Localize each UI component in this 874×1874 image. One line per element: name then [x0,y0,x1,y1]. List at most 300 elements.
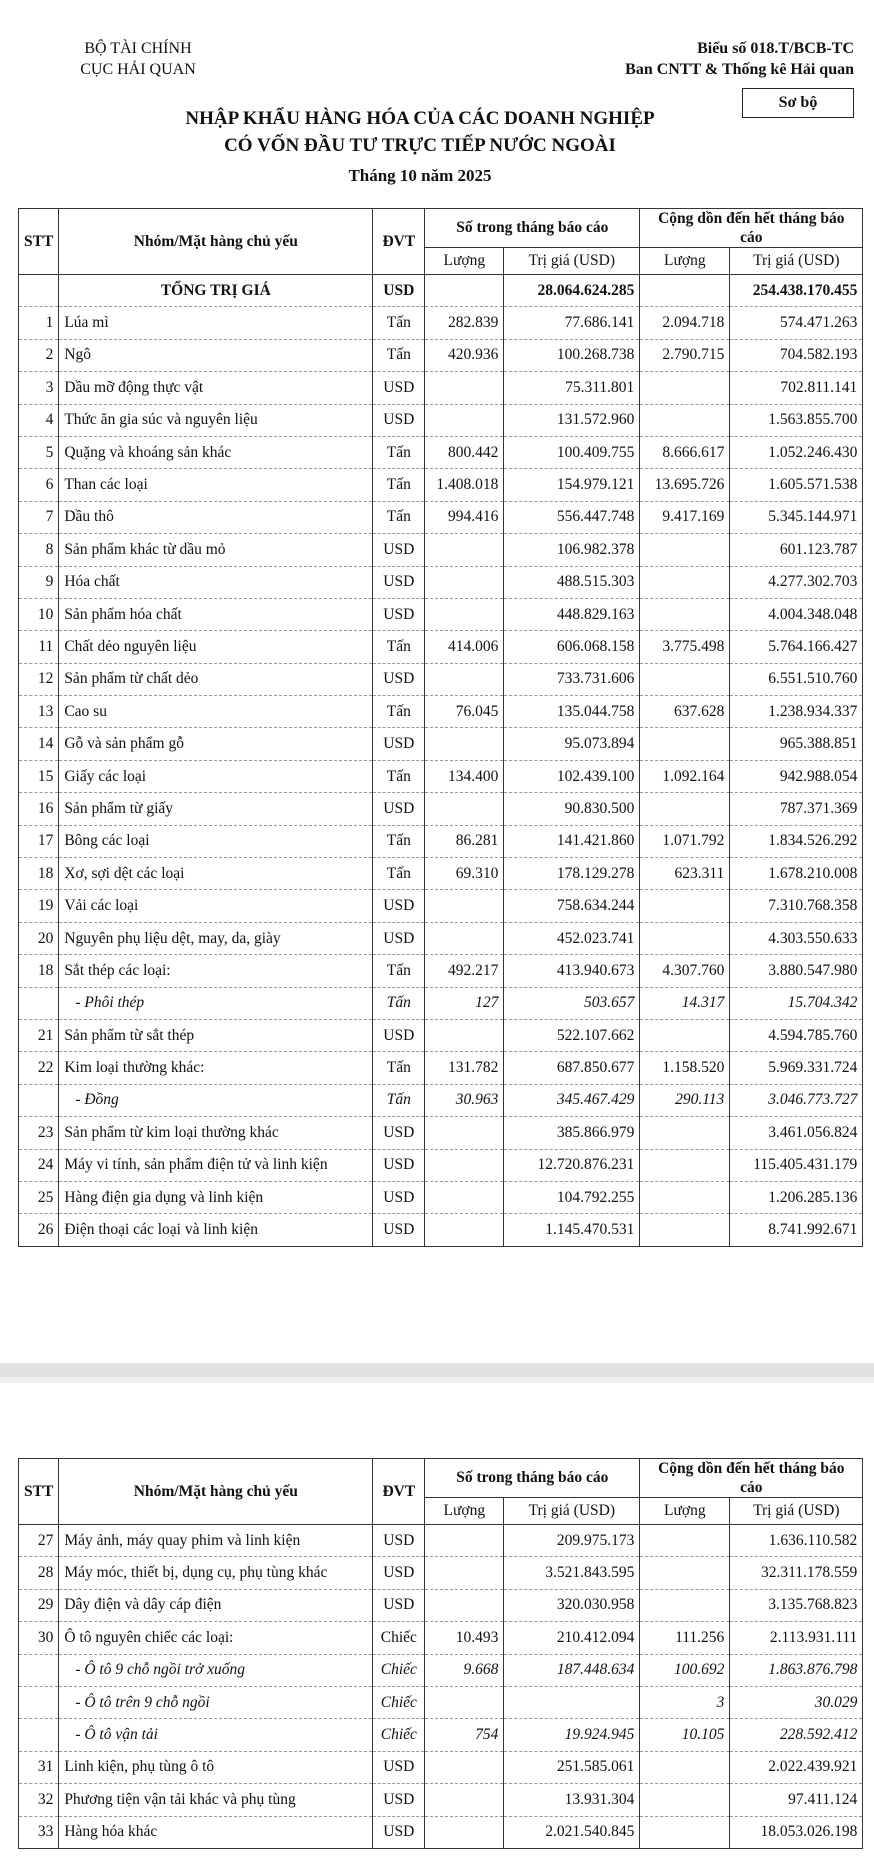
month-value-cell: 448.829.163 [504,598,640,630]
stt-cell: 18 [19,955,59,987]
month-qty-cell [425,922,504,954]
month-value-cell: 75.311.801 [504,372,640,404]
stt-cell: 7 [19,501,59,533]
stt-cell: 33 [19,1816,59,1848]
stt-cell: 27 [19,1525,59,1557]
cumulative-qty-cell [640,404,730,436]
cumulative-qty-cell: 13.695.726 [640,469,730,501]
month-value-cell: 522.107.662 [504,1019,640,1051]
month-value-cell: 413.940.673 [504,955,640,987]
item-name-cell: Xơ, sợi dệt các loại [59,858,373,890]
sub-item-row [19,1686,863,1718]
unit-cell: Tấn [373,307,425,339]
month-qty-cell: 282.839 [425,307,504,339]
sub-item-row [19,1084,863,1116]
month-value-cell: 210.412.094 [504,1622,640,1654]
unit-cell: USD [373,1589,425,1621]
table-row [19,1816,863,1848]
month-qty-cell [425,793,504,825]
unit-cell: Tấn [373,987,425,1019]
unit-cell: Tấn [373,696,425,728]
month-value-cell: 90.830.500 [504,793,640,825]
stt-cell: 19 [19,890,59,922]
stt-cell: 13 [19,696,59,728]
month-value-cell: 13.931.304 [504,1784,640,1816]
table-row [19,598,863,630]
cumulative-qty-cell: 9.417.169 [640,501,730,533]
month-qty-cell [425,598,504,630]
unit-cell: USD [373,598,425,630]
month-value-cell: 385.866.979 [504,1117,640,1149]
month-qty-cell [425,566,504,598]
stt-cell: 15 [19,760,59,792]
table-row [19,1557,863,1589]
cumulative-qty-cell: 14.317 [640,987,730,1019]
cumulative-value-cell: 3.461.056.824 [730,1117,863,1149]
month-value-cell: 2.021.540.845 [504,1816,640,1848]
cumulative-qty-cell: 3.775.498 [640,631,730,663]
cumulative-qty-cell: 4.307.760 [640,955,730,987]
item-name-cell: TỔNG TRỊ GIÁ [59,275,373,307]
stt-cell: 21 [19,1019,59,1051]
unit-cell: USD [373,275,425,307]
month-value-cell: 452.023.741 [504,922,640,954]
unit-cell: Tấn [373,501,425,533]
table-row [19,890,863,922]
month-qty-cell [425,1117,504,1149]
cumulative-qty-cell [640,1181,730,1213]
month-qty-cell: 1.408.018 [425,469,504,501]
stt-cell [19,1686,59,1718]
item-name-cell: - Đồng [59,1084,373,1116]
cumulative-value-cell: 1.636.110.582 [730,1525,863,1557]
stt-cell: 1 [19,307,59,339]
table-row [19,566,863,598]
stt-cell: 29 [19,1589,59,1621]
month-qty-cell [425,1214,504,1246]
item-name-cell: Linh kiện, phụ tùng ô tô [59,1751,373,1783]
cumulative-qty-cell [640,1525,730,1557]
table-row [19,534,863,566]
table-row [19,1751,863,1783]
unit-cell: USD [373,1117,425,1149]
stt-cell: 20 [19,922,59,954]
col-month-val-header: Trị giá (USD) [504,1498,640,1525]
unit-cell: Tấn [373,955,425,987]
unit-cell: Tấn [373,339,425,371]
cumulative-qty-cell: 637.628 [640,696,730,728]
month-qty-cell [425,663,504,695]
form-code: Biểu số 018.T/BCB-TC [697,40,854,57]
table2-body [19,1525,863,1849]
month-value-cell: 95.073.894 [504,728,640,760]
cumulative-value-cell: 7.310.768.358 [730,890,863,922]
report-title-line2: CÓ VỐN ĐẦU TƯ TRỰC TIẾP NƯỚC NGOÀI [224,135,616,156]
col-month-qty-header: Lượng [425,1498,504,1525]
item-name-cell: Gỗ và sản phẩm gỗ [59,728,373,760]
month-value-cell: 345.467.429 [504,1084,640,1116]
month-qty-cell [425,890,504,922]
cumulative-value-cell: 5.345.144.971 [730,501,863,533]
import-table-part2 [18,1458,863,1849]
month-value-cell: 154.979.121 [504,469,640,501]
table-row [19,1149,863,1181]
month-value-cell: 102.439.100 [504,760,640,792]
table-row [19,696,863,728]
month-qty-cell: 9.668 [425,1654,504,1686]
month-value-cell [504,1686,640,1718]
cumulative-qty-cell: 623.311 [640,858,730,890]
cumulative-value-cell: 30.029 [730,1686,863,1718]
stt-cell: 11 [19,631,59,663]
cumulative-value-cell: 1.563.855.700 [730,404,863,436]
stt-cell: 4 [19,404,59,436]
stt-cell: 25 [19,1181,59,1213]
month-value-cell: 320.030.958 [504,1589,640,1621]
item-name-cell: Than các loại [59,469,373,501]
col-month-group-header: Số trong tháng báo cáo [425,209,640,248]
month-value-cell: 3.521.843.595 [504,1557,640,1589]
stt-cell [19,275,59,307]
cumulative-value-cell: 115.405.431.179 [730,1149,863,1181]
unit-cell: Tấn [373,760,425,792]
item-name-cell: Phương tiện vận tải khác và phụ tùng [59,1784,373,1816]
month-qty-cell: 86.281 [425,825,504,857]
cumulative-qty-cell [640,890,730,922]
unit-cell: USD [373,1525,425,1557]
table1-body [19,275,863,1247]
stt-cell: 8 [19,534,59,566]
cumulative-qty-cell: 1.071.792 [640,825,730,857]
cumulative-qty-cell [640,663,730,695]
cumulative-qty-cell [640,1589,730,1621]
table-row [19,404,863,436]
status-box: Sơ bộ [742,88,854,118]
stt-cell: 23 [19,1117,59,1149]
month-value-cell: 503.657 [504,987,640,1019]
cumulative-qty-cell: 2.094.718 [640,307,730,339]
unit-cell: Tấn [373,469,425,501]
stt-cell [19,1084,59,1116]
cumulative-qty-cell: 100.692 [640,1654,730,1686]
month-qty-cell [425,1149,504,1181]
unit-cell: USD [373,566,425,598]
cumulative-qty-cell [640,1784,730,1816]
stt-cell: 18 [19,858,59,890]
month-value-cell: 606.068.158 [504,631,640,663]
unit-cell: Chiếc [373,1654,425,1686]
cumulative-value-cell: 1.863.876.798 [730,1654,863,1686]
month-qty-cell: 754 [425,1719,504,1751]
table-row [19,728,863,760]
item-name-cell: Ngô [59,339,373,371]
cumulative-value-cell: 18.053.026.198 [730,1816,863,1848]
unit-cell: USD [373,372,425,404]
cumulative-value-cell: 97.411.124 [730,1784,863,1816]
cumulative-value-cell: 1.605.571.538 [730,469,863,501]
cumulative-qty-cell [640,1751,730,1783]
stt-cell: 26 [19,1214,59,1246]
cumulative-qty-cell [640,1816,730,1848]
item-name-cell: Sản phẩm từ sắt thép [59,1019,373,1051]
month-value-cell: 178.129.278 [504,858,640,890]
item-name-cell: Sắt thép các loại: [59,955,373,987]
sub-item-row [19,1719,863,1751]
table-row [19,1525,863,1557]
col-month-val-header: Trị giá (USD) [504,248,640,275]
unit-cell: USD [373,1019,425,1051]
table-row [19,372,863,404]
month-qty-cell: 994.416 [425,501,504,533]
unit-cell: USD [373,1181,425,1213]
cumulative-qty-cell [640,793,730,825]
unit-cell: Tấn [373,858,425,890]
month-value-cell: 1.145.470.531 [504,1214,640,1246]
month-value-cell: 488.515.303 [504,566,640,598]
month-qty-cell: 414.006 [425,631,504,663]
month-value-cell: 556.447.748 [504,501,640,533]
cumulative-qty-cell [640,1214,730,1246]
month-qty-cell [425,1589,504,1621]
unit-cell: USD [373,404,425,436]
unit-cell: USD [373,890,425,922]
col-name-header: Nhóm/Mặt hàng chủ yếu [59,209,373,275]
month-value-cell: 187.448.634 [504,1654,640,1686]
month-qty-cell [425,1181,504,1213]
col-dvt-header: ĐVT [373,209,425,275]
cumulative-qty-cell [640,566,730,598]
month-qty-cell: 127 [425,987,504,1019]
org-header [58,38,218,80]
col-dvt-header: ĐVT [373,1459,425,1525]
item-name-cell: Nguyên phụ liệu dệt, may, da, giày [59,922,373,954]
month-value-cell: 106.982.378 [504,534,640,566]
unit-cell: USD [373,1149,425,1181]
table-row [19,1622,863,1654]
item-name-cell: Thức ăn gia súc và nguyên liệu [59,404,373,436]
month-qty-cell [425,728,504,760]
stt-cell: 22 [19,1052,59,1084]
month-value-cell: 251.585.061 [504,1751,640,1783]
item-name-cell: - Ô tô trên 9 chỗ ngồi [59,1686,373,1718]
cumulative-value-cell: 8.741.992.671 [730,1214,863,1246]
cumulative-qty-cell: 3 [640,1686,730,1718]
table-row [19,436,863,468]
cumulative-value-cell: 1.834.526.292 [730,825,863,857]
item-name-cell: Máy móc, thiết bị, dụng cụ, phụ tùng khác [59,1557,373,1589]
cumulative-value-cell: 704.582.193 [730,339,863,371]
item-name-cell: Dầu mỡ động thực vật [59,372,373,404]
month-value-cell: 100.409.755 [504,436,640,468]
unit-cell: Chiếc [373,1719,425,1751]
col-cum-val-header: Trị giá (USD) [730,1498,863,1525]
table-row [19,793,863,825]
table-row [19,1214,863,1246]
item-name-cell: Sản phẩm từ giấy [59,793,373,825]
month-value-cell: 104.792.255 [504,1181,640,1213]
item-name-cell: Cao su [59,696,373,728]
cumulative-value-cell: 1.678.210.008 [730,858,863,890]
month-value-cell: 19.924.945 [504,1719,640,1751]
col-cum-qty-header: Lượng [640,248,730,275]
cumulative-value-cell: 5.969.331.724 [730,1052,863,1084]
cumulative-value-cell: 4.277.302.703 [730,566,863,598]
item-name-cell: Máy vi tính, sản phẩm điện tử và linh kiện [59,1149,373,1181]
table-row [19,1589,863,1621]
month-qty-cell [425,275,504,307]
month-qty-cell [425,1816,504,1848]
table-row [19,1117,863,1149]
unit-cell: Tấn [373,631,425,663]
unit-cell: Tấn [373,825,425,857]
unit-cell: Tấn [373,1052,425,1084]
stt-cell: 10 [19,598,59,630]
item-name-cell: Hàng điện gia dụng và linh kiện [59,1181,373,1213]
cumulative-qty-cell [640,598,730,630]
month-qty-cell: 131.782 [425,1052,504,1084]
table-row [19,339,863,371]
report-period: Tháng 10 năm 2025 [348,166,492,185]
unit-cell: USD [373,922,425,954]
col-name-header: Nhóm/Mặt hàng chủ yếu [59,1459,373,1525]
unit-cell: USD [373,728,425,760]
page-divider [0,1363,874,1377]
item-name-cell: Dầu thô [59,501,373,533]
report-title-line1: NHẬP KHẨU HÀNG HÓA CỦA CÁC DOANH NGHIỆP [185,108,655,129]
cumulative-value-cell: 2.022.439.921 [730,1751,863,1783]
table-row [19,1784,863,1816]
month-value-cell: 141.421.860 [504,825,640,857]
sub-item-row [19,987,863,1019]
cumulative-value-cell: 228.592.412 [730,1719,863,1751]
cumulative-value-cell: 6.551.510.760 [730,663,863,695]
cumulative-qty-cell: 111.256 [640,1622,730,1654]
unit-cell: USD [373,793,425,825]
table-row [19,631,863,663]
month-qty-cell [425,404,504,436]
table-row [19,1052,863,1084]
cumulative-value-cell: 4.004.348.048 [730,598,863,630]
cumulative-value-cell: 3.135.768.823 [730,1589,863,1621]
cumulative-value-cell: 32.311.178.559 [730,1557,863,1589]
table-row [19,760,863,792]
cumulative-value-cell: 15.704.342 [730,987,863,1019]
cumulative-value-cell: 1.206.285.136 [730,1181,863,1213]
cumulative-qty-cell [640,922,730,954]
month-value-cell: 28.064.624.285 [504,275,640,307]
unit-cell: Chiếc [373,1622,425,1654]
month-qty-cell: 134.400 [425,760,504,792]
cumulative-qty-cell: 1.092.164 [640,760,730,792]
stt-cell: 5 [19,436,59,468]
item-name-cell: Sản phẩm từ chất dẻo [59,663,373,695]
month-qty-cell: 492.217 [425,955,504,987]
col-cum-qty-header: Lượng [640,1498,730,1525]
stt-cell: 31 [19,1751,59,1783]
unit-cell: USD [373,1214,425,1246]
stt-cell: 3 [19,372,59,404]
item-name-cell: Ô tô nguyên chiếc các loại: [59,1622,373,1654]
stt-cell: 6 [19,469,59,501]
item-name-cell: Máy ảnh, máy quay phim và linh kiện [59,1525,373,1557]
item-name-cell: Lúa mì [59,307,373,339]
cumulative-value-cell: 702.811.141 [730,372,863,404]
month-value-cell: 77.686.141 [504,307,640,339]
table-row [19,858,863,890]
month-qty-cell: 10.493 [425,1622,504,1654]
unit-cell: USD [373,1816,425,1848]
form-header [625,38,854,80]
table-row [19,955,863,987]
item-name-cell: Quặng và khoáng sản khác [59,436,373,468]
table-row [19,1181,863,1213]
cumulative-qty-cell [640,534,730,566]
col-stt-header: STT [19,1459,59,1525]
month-qty-cell [425,1686,504,1718]
cumulative-qty-cell: 290.113 [640,1084,730,1116]
month-qty-cell [425,1019,504,1051]
stt-cell: 28 [19,1557,59,1589]
month-qty-cell [425,1525,504,1557]
month-qty-cell: 420.936 [425,339,504,371]
table-row [19,825,863,857]
cumulative-value-cell: 3.880.547.980 [730,955,863,987]
month-value-cell: 131.572.960 [504,404,640,436]
unit-cell: Chiếc [373,1686,425,1718]
sub-item-row [19,1654,863,1686]
month-qty-cell [425,534,504,566]
cumulative-value-cell: 1.238.934.337 [730,696,863,728]
cumulative-qty-cell [640,1149,730,1181]
item-name-cell: Giấy các loại [59,760,373,792]
cumulative-value-cell: 787.371.369 [730,793,863,825]
col-cum-val-header: Trị giá (USD) [730,248,863,275]
page-divider-shade [0,1377,874,1383]
item-name-cell: Chất dẻo nguyên liệu [59,631,373,663]
cumulative-qty-cell [640,1557,730,1589]
item-name-cell: Điện thoại các loại và linh kiện [59,1214,373,1246]
stt-cell: 2 [19,339,59,371]
cumulative-qty-cell: 10.105 [640,1719,730,1751]
unit-cell: USD [373,663,425,695]
month-qty-cell: 76.045 [425,696,504,728]
cumulative-qty-cell [640,275,730,307]
cumulative-value-cell: 1.052.246.430 [730,436,863,468]
cumulative-value-cell: 3.046.773.727 [730,1084,863,1116]
stt-cell: 16 [19,793,59,825]
unit-cell: USD [373,534,425,566]
item-name-cell: Sản phẩm hóa chất [59,598,373,630]
unit-cell: Tấn [373,436,425,468]
month-qty-cell [425,1557,504,1589]
month-qty-cell: 30.963 [425,1084,504,1116]
month-value-cell: 135.044.758 [504,696,640,728]
month-value-cell: 758.634.244 [504,890,640,922]
table-row [19,1019,863,1051]
table-row [19,469,863,501]
unit-cell: USD [373,1751,425,1783]
month-qty-cell: 69.310 [425,858,504,890]
month-qty-cell [425,372,504,404]
cumulative-qty-cell: 2.790.715 [640,339,730,371]
stt-cell: 12 [19,663,59,695]
stt-cell: 32 [19,1784,59,1816]
cumulative-value-cell: 4.594.785.760 [730,1019,863,1051]
cumulative-qty-cell: 8.666.617 [640,436,730,468]
stt-cell [19,1654,59,1686]
item-name-cell: Sản phẩm khác từ dầu mỏ [59,534,373,566]
item-name-cell: - Ô tô vận tải [59,1719,373,1751]
